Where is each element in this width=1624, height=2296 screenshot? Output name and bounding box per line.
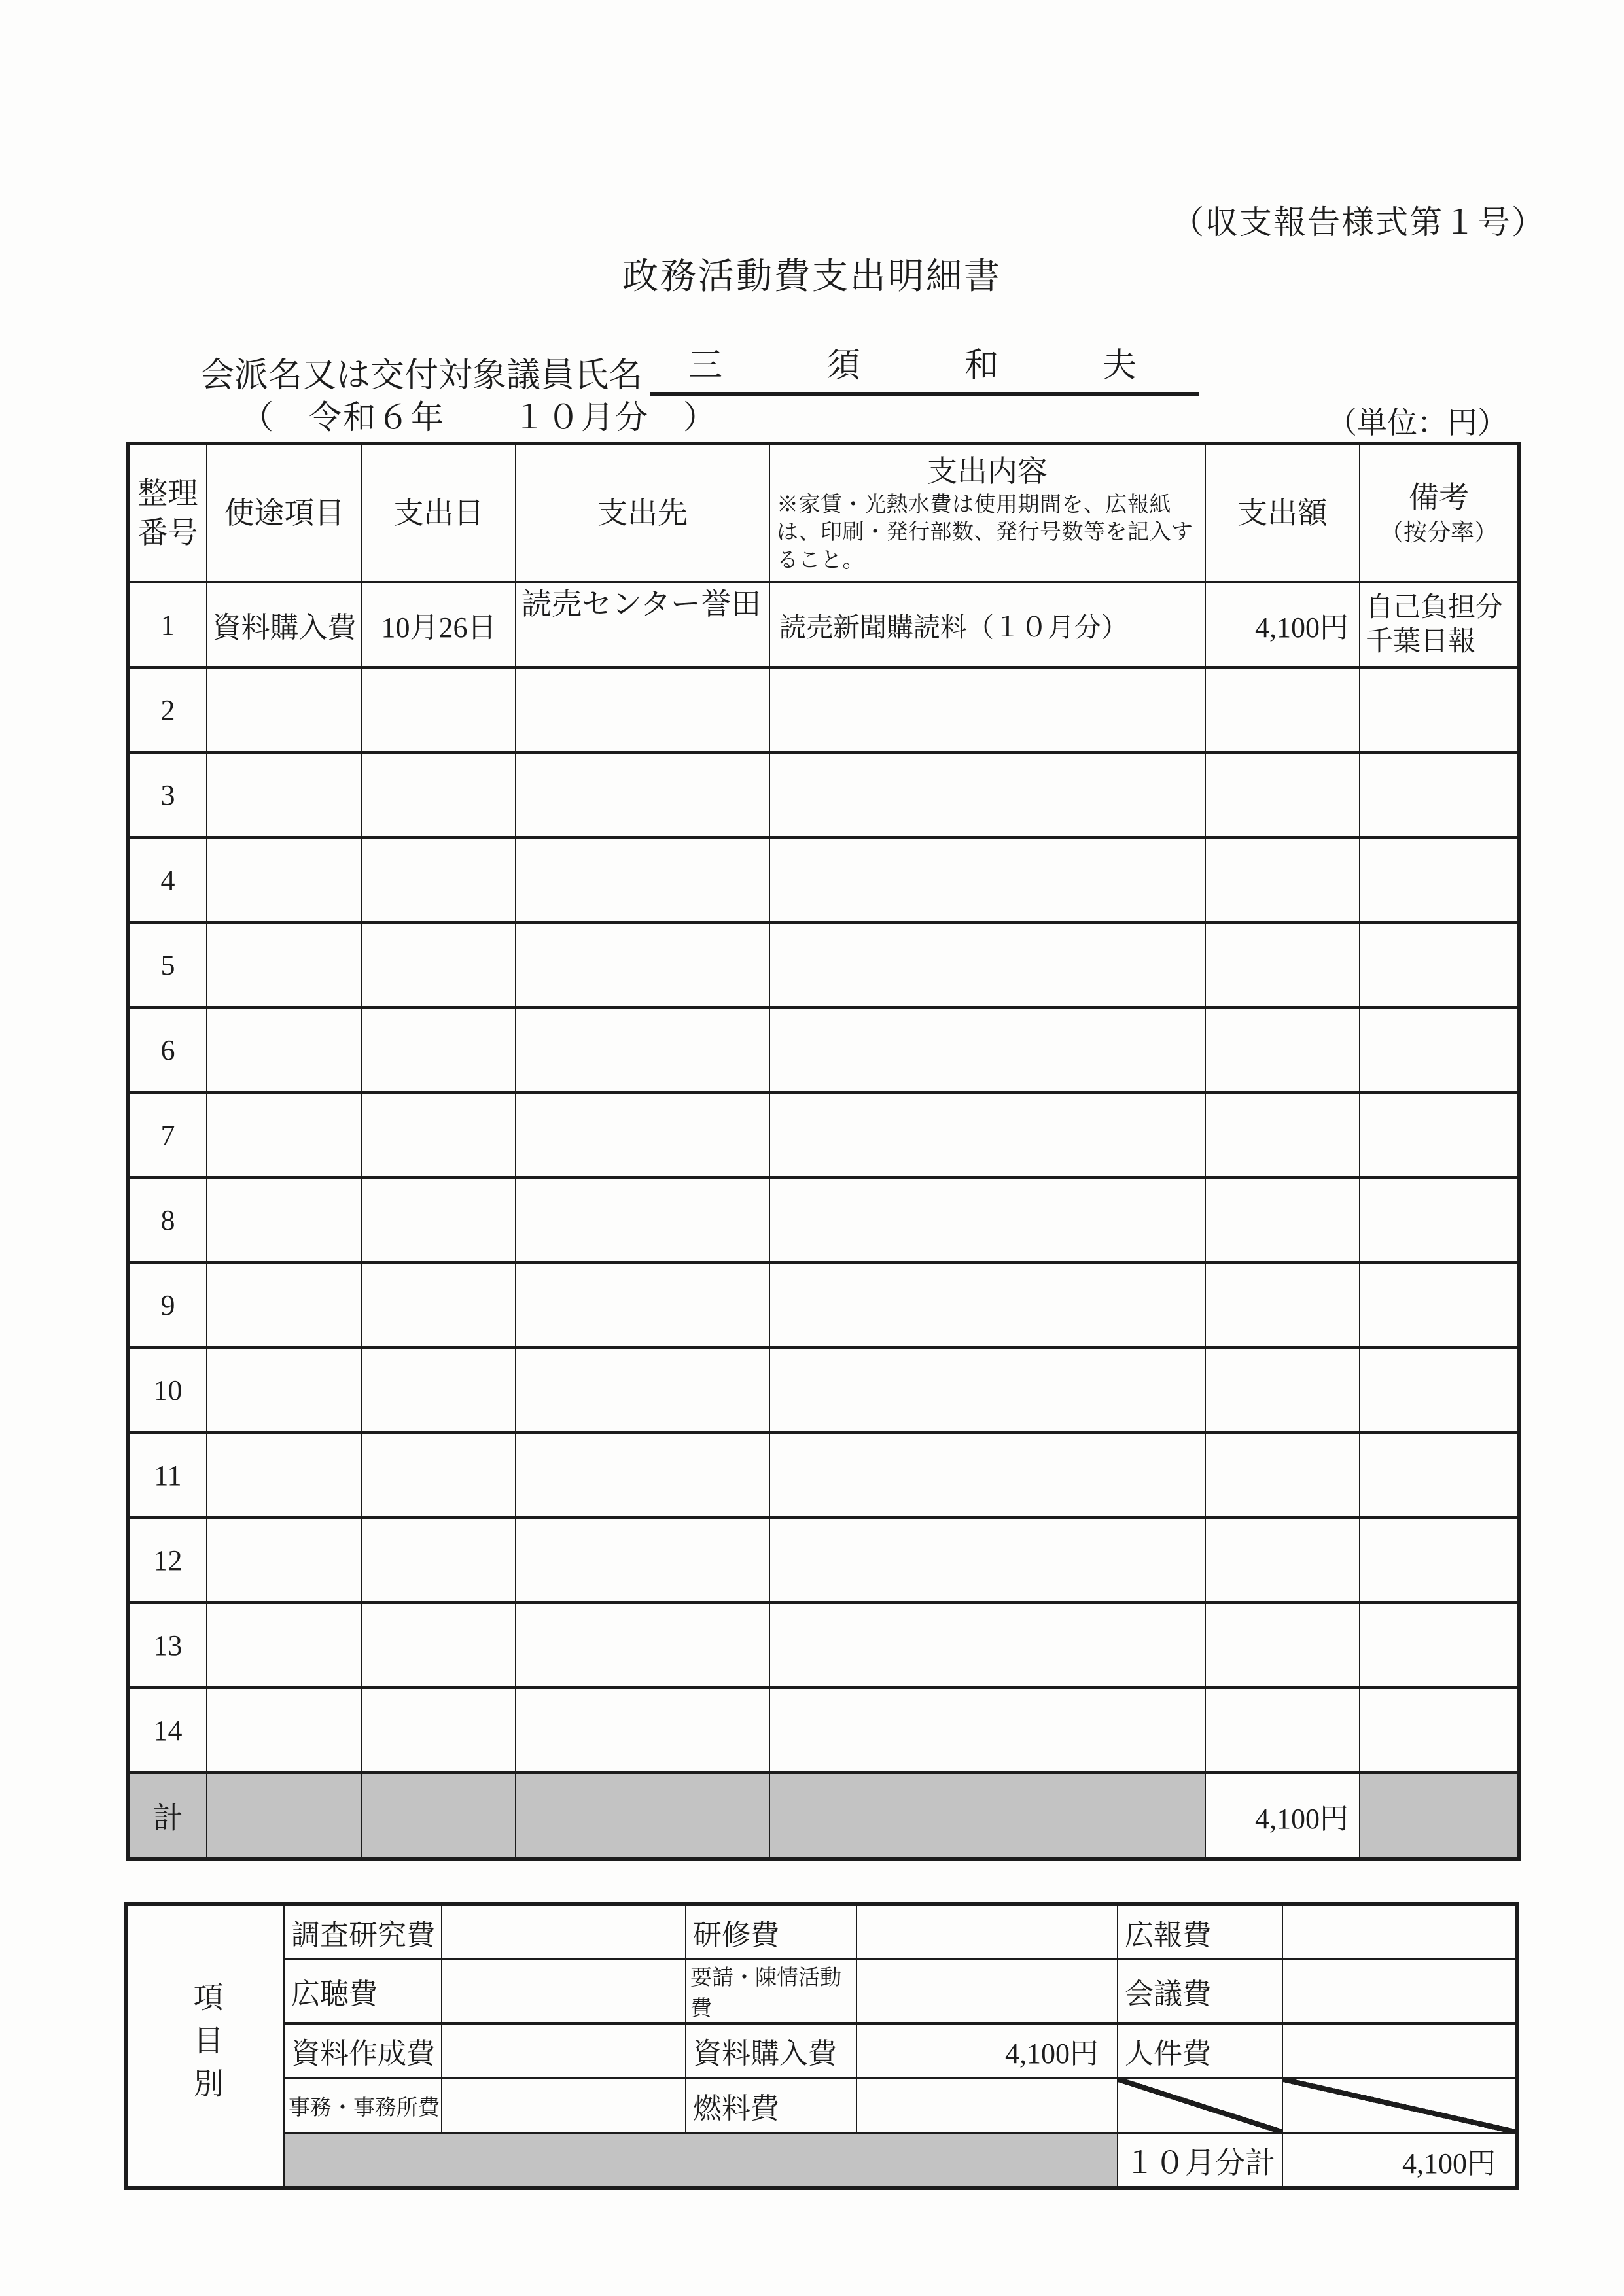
cell-expense-content xyxy=(769,922,1205,1007)
summary-category-label: 会議費 xyxy=(1118,1959,1282,2023)
cell-remarks xyxy=(1360,837,1519,922)
summary-na-cell xyxy=(1118,2078,1282,2133)
cell-entry-number: 4 xyxy=(128,837,207,922)
cell-expense-amount xyxy=(1205,1262,1360,1348)
cell-remarks xyxy=(1360,1092,1519,1177)
cell-entry-number: 9 xyxy=(128,1262,207,1348)
cell-expense-item xyxy=(207,1603,362,1688)
cell-expense-amount xyxy=(1205,837,1360,922)
cell-expense-item xyxy=(207,1433,362,1518)
cell-payee xyxy=(516,1177,769,1262)
cell-expense-amount: 4,100円 xyxy=(1205,582,1360,667)
member-name-char: 夫 xyxy=(1102,347,1137,385)
summary-total-amount: 4,100円 xyxy=(1282,2133,1517,2188)
total-label: 計 xyxy=(128,1773,207,1859)
summary-row xyxy=(126,2078,1517,2133)
col-header-note-sub: （按分率） xyxy=(1379,519,1498,546)
col-header-payee: 支出先 xyxy=(516,444,769,582)
cell-expense-date xyxy=(362,1433,516,1518)
cell-remarks xyxy=(1360,1688,1519,1773)
cell-payee xyxy=(516,1773,769,1859)
expense-total-row xyxy=(128,1773,1519,1859)
cell-expense-content xyxy=(769,1262,1205,1348)
summary-category-amount xyxy=(1282,2023,1517,2078)
cell-expense-amount xyxy=(1205,922,1360,1007)
cell-expense-amount xyxy=(1205,1348,1360,1433)
cell-expense-date xyxy=(362,922,516,1007)
cell-expense-content xyxy=(769,1177,1205,1262)
cell-expense-content xyxy=(769,1092,1205,1177)
col-header-no: 整理番号 xyxy=(128,444,207,582)
summary-category-amount xyxy=(442,2078,686,2133)
summary-category-label: 資料作成費 xyxy=(284,2023,442,2078)
cell-expense-content xyxy=(769,1348,1205,1433)
cell-expense-item xyxy=(207,837,362,922)
summary-category-label: 事務・事務所費 xyxy=(284,2078,442,2133)
expense-detail-table xyxy=(126,442,1521,1861)
cell-expense-amount xyxy=(1205,1433,1360,1518)
summary-category-amount xyxy=(856,1904,1118,1959)
summary-category-label: 燃料費 xyxy=(686,2078,856,2133)
cell-expense-item: 資料購入費 xyxy=(207,582,362,667)
cell-expense-content xyxy=(769,1433,1205,1518)
expense-row xyxy=(128,582,1519,667)
cell-expense-date xyxy=(362,837,516,922)
cell-expense-item xyxy=(207,667,362,752)
cell-expense-date xyxy=(362,1092,516,1177)
cell-entry-number: 6 xyxy=(128,1007,207,1092)
cell-expense-content xyxy=(769,1007,1205,1092)
col-header-note xyxy=(1360,444,1519,582)
cell-remarks xyxy=(1360,752,1519,837)
cell-remarks xyxy=(1360,1518,1519,1603)
expense-row xyxy=(128,922,1519,1007)
cell-payee xyxy=(516,667,769,752)
cell-remarks xyxy=(1360,1348,1519,1433)
summary-category-amount: 4,100円 xyxy=(856,2023,1118,2078)
cell-expense-content xyxy=(769,1688,1205,1773)
cell-entry-number: 2 xyxy=(128,667,207,752)
summary-row xyxy=(126,1904,1517,1959)
summary-category-amount xyxy=(442,1959,686,2023)
cell-payee xyxy=(516,1603,769,1688)
page-title: 政務活動費支出明細書 xyxy=(622,256,1002,296)
cell-entry-number: 5 xyxy=(128,922,207,1007)
category-summary-table xyxy=(124,1902,1519,2190)
cell-payee xyxy=(516,837,769,922)
cell-expense-item xyxy=(207,1007,362,1092)
col-header-amount: 支出額 xyxy=(1205,444,1360,582)
expense-row xyxy=(128,1603,1519,1688)
cell-entry-number: 13 xyxy=(128,1603,207,1688)
summary-total-filler xyxy=(284,2133,1118,2188)
col-header-item: 使途項目 xyxy=(207,444,362,582)
cell-expense-item xyxy=(207,1262,362,1348)
name-label: 会派名又は交付対象議員氏名 xyxy=(200,357,643,394)
cell-expense-item xyxy=(207,1348,362,1433)
expense-row xyxy=(128,837,1519,922)
unit-note: （単位：円） xyxy=(1327,406,1508,440)
cell-remarks xyxy=(1360,922,1519,1007)
cell-entry-number: 11 xyxy=(128,1433,207,1518)
col-header-content xyxy=(769,444,1205,582)
cell-expense-item xyxy=(207,1773,362,1859)
cell-expense-date xyxy=(362,1177,516,1262)
member-name-char: 三 xyxy=(688,347,723,385)
summary-row xyxy=(126,2023,1517,2078)
cell-expense-amount xyxy=(1205,1688,1360,1773)
cell-remarks xyxy=(1360,1262,1519,1348)
cell-payee xyxy=(516,1348,769,1433)
summary-na-cell xyxy=(1282,2078,1517,2133)
cell-expense-content xyxy=(769,1518,1205,1603)
summary-category-amount xyxy=(1282,1959,1517,2023)
expense-row xyxy=(128,1262,1519,1348)
cell-remarks xyxy=(1360,1773,1519,1859)
cell-payee xyxy=(516,922,769,1007)
summary-category-amount xyxy=(856,1959,1118,2023)
summary-category-label: 広報費 xyxy=(1118,1904,1282,1959)
cell-expense-content: 読売新聞購読料（１０月分） xyxy=(769,582,1205,667)
cell-expense-date xyxy=(362,1348,516,1433)
cell-entry-number: 14 xyxy=(128,1688,207,1773)
cell-expense-date xyxy=(362,1688,516,1773)
cell-expense-amount xyxy=(1205,1177,1360,1262)
cell-expense-amount xyxy=(1205,667,1360,752)
cell-payee xyxy=(516,1007,769,1092)
summary-category-label: 広聴費 xyxy=(284,1959,442,2023)
summary-side-label-text: 項目別 xyxy=(189,1981,223,2111)
cell-expense-content xyxy=(769,667,1205,752)
expense-row xyxy=(128,1007,1519,1092)
expense-row xyxy=(128,1177,1519,1262)
cell-entry-number: 10 xyxy=(128,1348,207,1433)
total-amount: 4,100円 xyxy=(1205,1773,1360,1859)
summary-total-row xyxy=(126,2133,1517,2188)
cell-expense-content xyxy=(769,1773,1205,1859)
cell-expense-date xyxy=(362,667,516,752)
summary-category-amount xyxy=(1282,1904,1517,1959)
cell-payee xyxy=(516,1518,769,1603)
cell-payee xyxy=(516,1688,769,1773)
summary-category-label: 資料購入費 xyxy=(686,2023,856,2078)
cell-expense-date: 10月26日 xyxy=(362,582,516,667)
cell-remarks xyxy=(1360,1007,1519,1092)
cell-expense-date xyxy=(362,752,516,837)
cell-expense-amount xyxy=(1205,1603,1360,1688)
summary-category-label: 研修費 xyxy=(686,1904,856,1959)
cell-expense-amount xyxy=(1205,752,1360,837)
cell-expense-content xyxy=(769,837,1205,922)
cell-payee xyxy=(516,1433,769,1518)
summary-side-label xyxy=(126,1904,284,2188)
cell-payee xyxy=(516,1092,769,1177)
period-label: （ 令和６年 １０月分 ） xyxy=(241,399,717,436)
cell-remarks xyxy=(1360,667,1519,752)
cell-expense-date xyxy=(362,1007,516,1092)
col-header-content-title: 支出内容 xyxy=(927,455,1048,489)
cell-remarks: 自己負担分千葉日報 xyxy=(1360,582,1519,667)
cell-expense-date xyxy=(362,1773,516,1859)
cell-entry-number: 12 xyxy=(128,1518,207,1603)
cell-entry-number: 8 xyxy=(128,1177,207,1262)
cell-remarks xyxy=(1360,1433,1519,1518)
cell-expense-date xyxy=(362,1603,516,1688)
summary-category-amount xyxy=(442,1904,686,1959)
expense-table-header-row xyxy=(128,444,1519,582)
summary-row xyxy=(126,1959,1517,2023)
summary-category-label: 調査研究費 xyxy=(284,1904,442,1959)
cell-payee xyxy=(516,752,769,837)
cell-entry-number: 1 xyxy=(128,582,207,667)
summary-category-amount xyxy=(856,2078,1118,2133)
cell-expense-date xyxy=(362,1518,516,1603)
col-header-note-title: 備考 xyxy=(1409,481,1469,515)
cell-expense-item xyxy=(207,752,362,837)
cell-expense-date xyxy=(362,1262,516,1348)
name-line xyxy=(200,338,1199,396)
cell-expense-content xyxy=(769,752,1205,837)
expense-row xyxy=(128,1092,1519,1177)
cell-remarks xyxy=(1360,1603,1519,1688)
expense-row xyxy=(128,1688,1519,1773)
cell-expense-amount xyxy=(1205,1092,1360,1177)
expense-row xyxy=(128,1348,1519,1433)
summary-category-label: 要請・陳情活動費 xyxy=(686,1959,856,2023)
member-name-char: 和 xyxy=(964,347,998,385)
expense-row xyxy=(128,1518,1519,1603)
member-name xyxy=(650,338,1199,396)
summary-category-amount xyxy=(442,2023,686,2078)
form-number: （収支報告様式第１号） xyxy=(1171,204,1545,241)
cell-expense-item xyxy=(207,1092,362,1177)
cell-entry-number: 3 xyxy=(128,752,207,837)
cell-expense-amount xyxy=(1205,1518,1360,1603)
expense-row xyxy=(128,752,1519,837)
cell-remarks xyxy=(1360,1177,1519,1262)
cell-payee: 読売センター誉田 xyxy=(516,582,769,667)
cell-expense-item xyxy=(207,1688,362,1773)
cell-expense-item xyxy=(207,1177,362,1262)
summary-category-label: 人件費 xyxy=(1118,2023,1282,2078)
cell-expense-amount xyxy=(1205,1007,1360,1092)
cell-payee xyxy=(516,1262,769,1348)
cell-entry-number: 7 xyxy=(128,1092,207,1177)
cell-expense-item xyxy=(207,1518,362,1603)
expense-row xyxy=(128,667,1519,752)
expense-row xyxy=(128,1433,1519,1518)
cell-expense-item xyxy=(207,922,362,1007)
cell-expense-content xyxy=(769,1603,1205,1688)
col-header-date: 支出日 xyxy=(362,444,516,582)
member-name-char: 須 xyxy=(826,347,861,385)
col-header-content-note: ※家賃・光熱水費は使用期間を、広報紙は、印刷・発行部数、発行号数等を記入すること。 xyxy=(777,493,1193,572)
summary-total-label: １０月分計 xyxy=(1118,2133,1282,2188)
